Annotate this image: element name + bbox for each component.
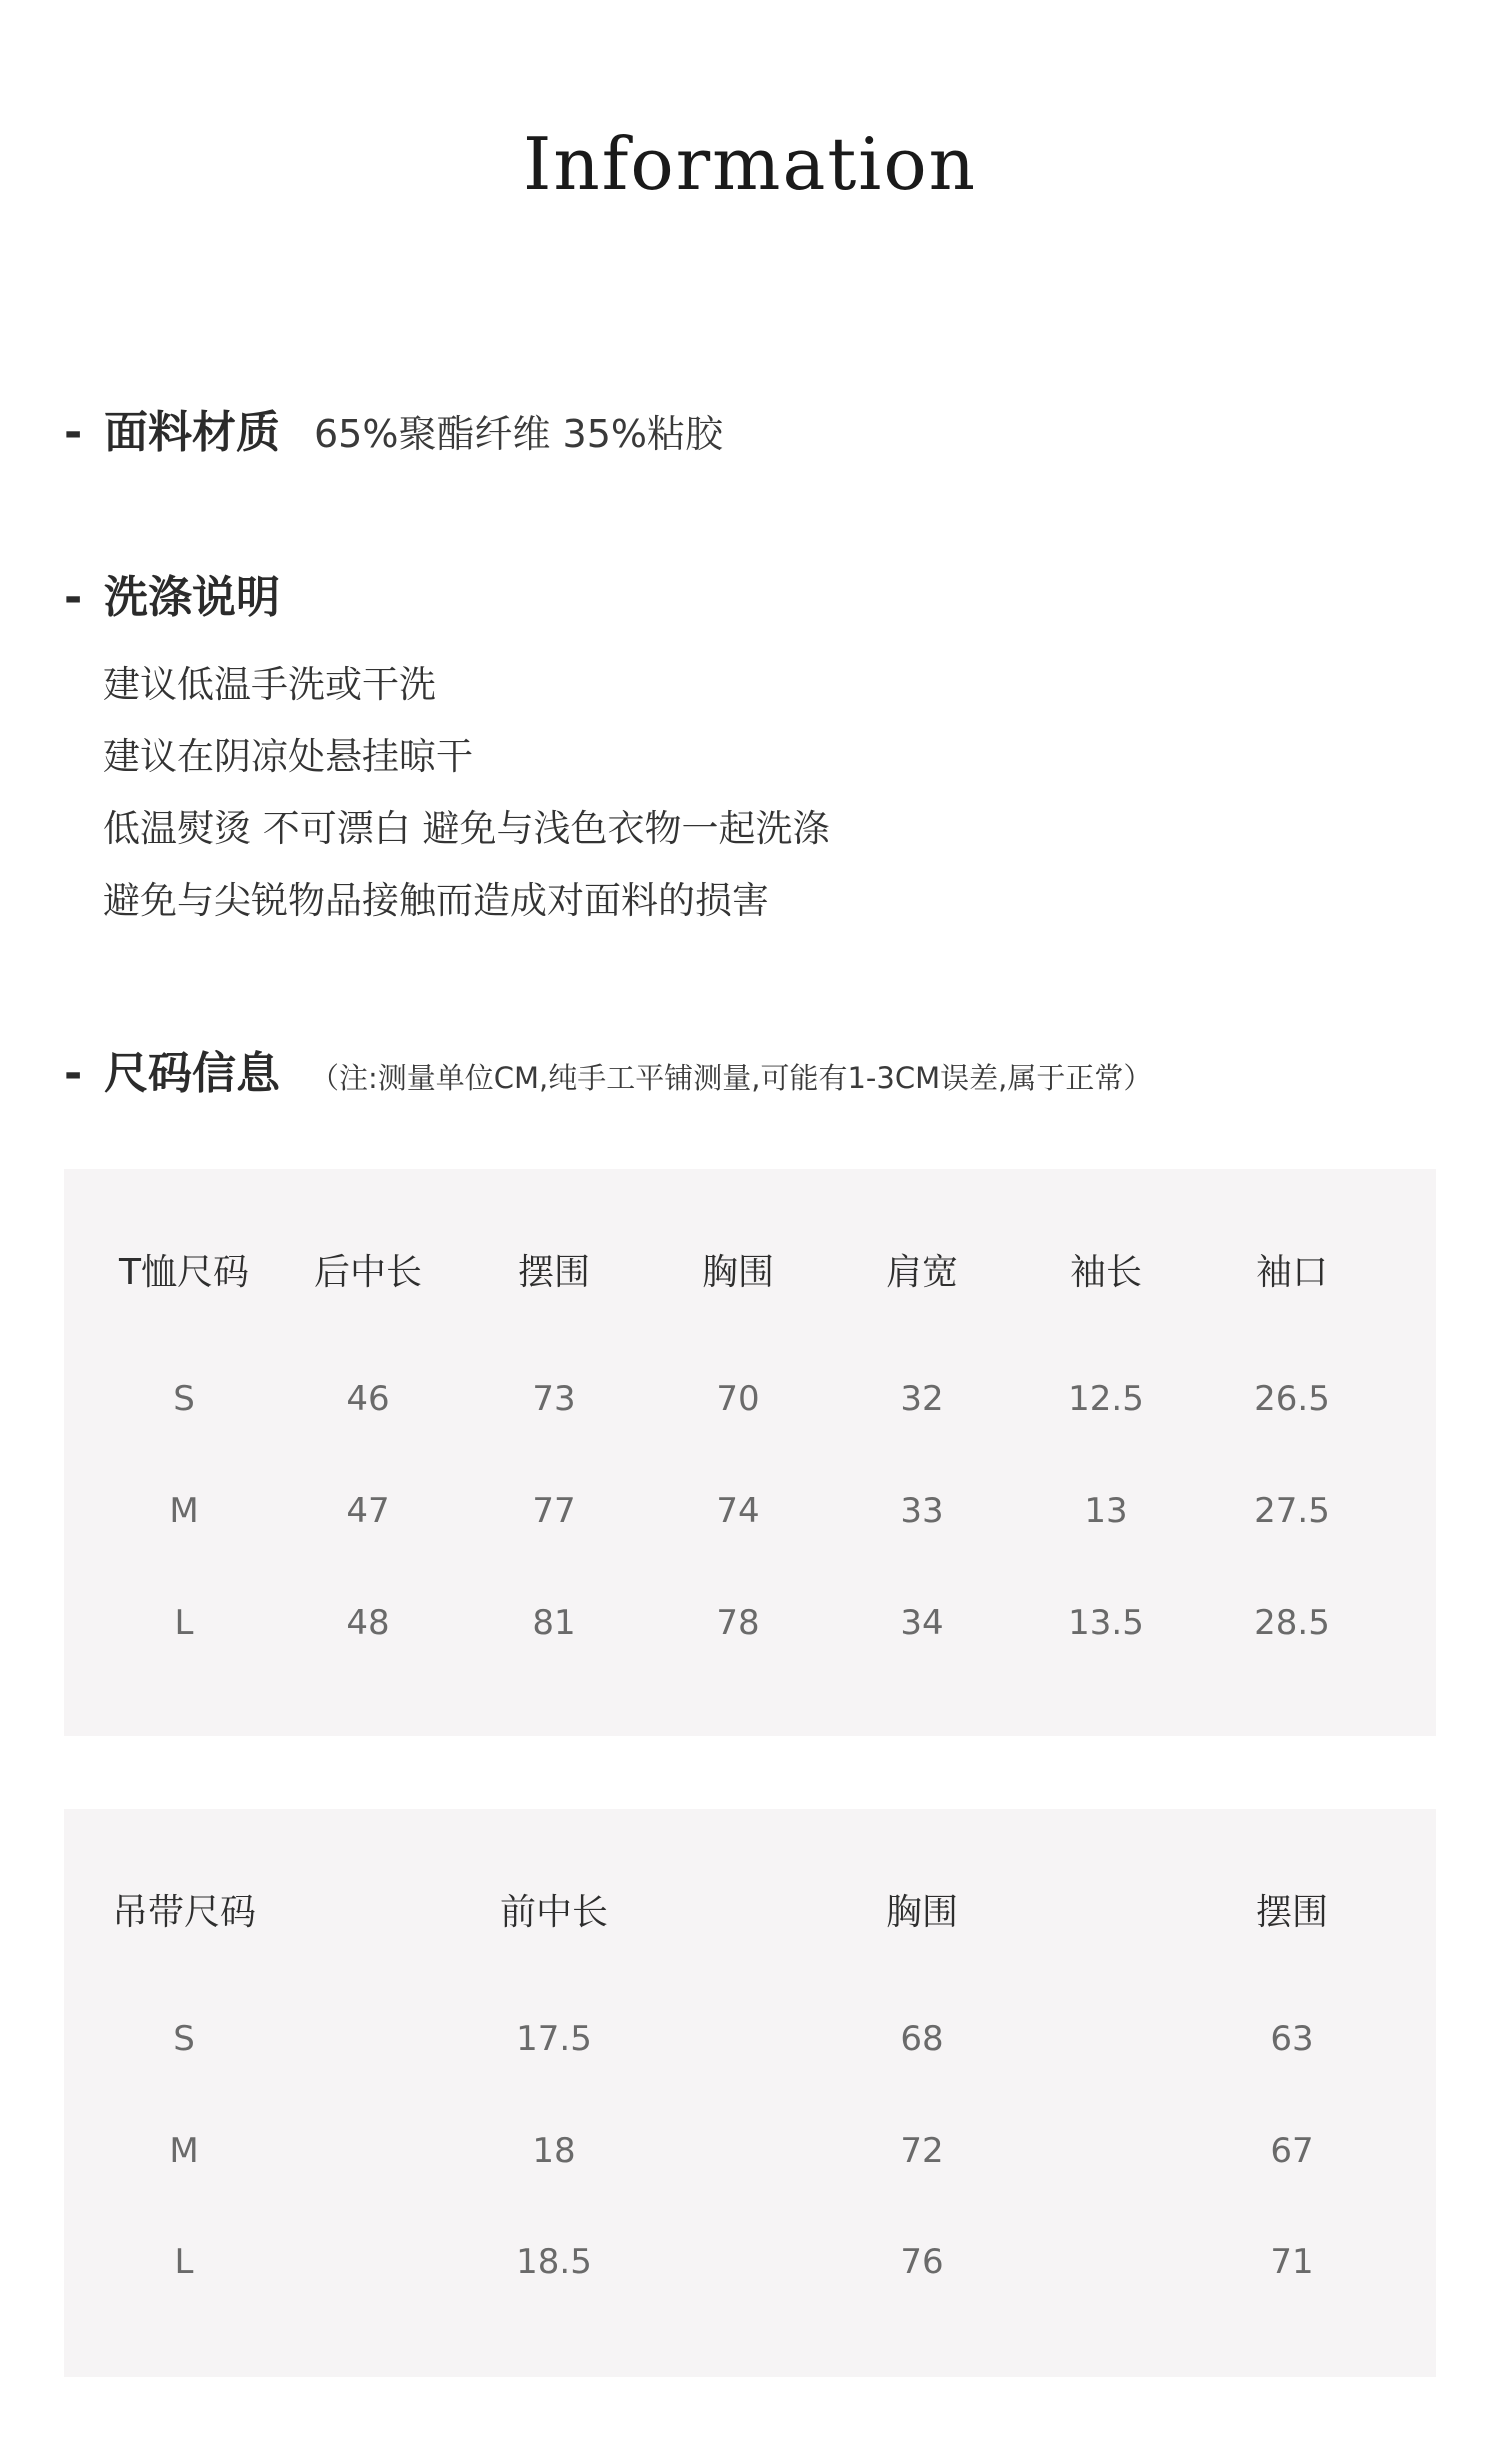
table-cell: M xyxy=(169,2131,199,2171)
table-cell: 32 xyxy=(900,1379,944,1419)
fabric-heading: 面料材质 xyxy=(104,407,280,458)
table-header-cell: 胸围 xyxy=(701,1252,775,1293)
table-cell: 27.5 xyxy=(1254,1491,1330,1531)
fabric-value: 65%聚酯纤维 35%粘胶 xyxy=(314,412,724,456)
table-cell: 78 xyxy=(716,1603,760,1643)
table-cell: 76 xyxy=(900,2242,944,2282)
table-cell: M xyxy=(169,1491,199,1531)
camisole-size-table xyxy=(64,1809,1436,2377)
washing-line: 建议低温手洗或干洗 xyxy=(103,663,436,706)
table-cell: 18.5 xyxy=(516,2242,592,2282)
bullet-dash: - xyxy=(64,407,83,458)
table-cell: 72 xyxy=(900,2131,944,2171)
size-note: （注:测量单位CM,纯手工平铺测量,可能有1-3CM误差,属于正常） xyxy=(310,1061,1153,1095)
washing-heading: 洗涤说明 xyxy=(104,572,280,623)
table-header-cell: 肩宽 xyxy=(885,1252,959,1293)
table-cell: 48 xyxy=(346,1603,390,1643)
size-heading: 尺码信息 xyxy=(104,1048,280,1099)
table-header-cell: T恤尺码 xyxy=(119,1252,249,1293)
table-header-cell: 袖长 xyxy=(1069,1252,1143,1293)
table-cell: 34 xyxy=(900,1603,944,1643)
table-header-cell: 后中长 xyxy=(313,1252,423,1293)
washing-line: 避免与尖锐物品接触而造成对面料的损害 xyxy=(103,879,769,922)
table-header-cell: 前中长 xyxy=(499,1892,609,1933)
page-title: Information xyxy=(522,122,978,206)
table-cell: 68 xyxy=(900,2019,944,2059)
washing-line: 低温熨烫 不可漂白 避免与浅色衣物一起洗涤 xyxy=(103,807,830,850)
table-cell: 67 xyxy=(1270,2131,1314,2171)
washing-section xyxy=(64,572,280,623)
fabric-section xyxy=(64,407,724,458)
bullet-dash: - xyxy=(64,572,83,623)
table-cell: 71 xyxy=(1270,2242,1314,2282)
table-header-cell: 袖口 xyxy=(1255,1252,1329,1293)
table-cell: 13.5 xyxy=(1068,1603,1144,1643)
tshirt-size-table xyxy=(64,1169,1436,1736)
table-cell: 63 xyxy=(1270,2019,1314,2059)
table-cell: 46 xyxy=(346,1379,390,1419)
table-cell: 77 xyxy=(532,1491,576,1531)
washing-line: 建议在阴凉处悬挂晾干 xyxy=(103,735,473,778)
table-cell: S xyxy=(173,2019,195,2059)
table-cell: 70 xyxy=(716,1379,760,1419)
table-cell: 81 xyxy=(532,1603,576,1643)
table-header-cell: 吊带尺码 xyxy=(111,1892,257,1933)
table-header-cell: 摆围 xyxy=(1255,1892,1329,1933)
table-cell: 12.5 xyxy=(1068,1379,1144,1419)
table-cell: 13 xyxy=(1084,1491,1128,1531)
table-cell: 26.5 xyxy=(1254,1379,1330,1419)
table-cell: 73 xyxy=(532,1379,576,1419)
table-cell: L xyxy=(174,2242,194,2282)
table-cell: L xyxy=(174,1603,194,1643)
bullet-dash: - xyxy=(64,1048,83,1099)
table-cell: 33 xyxy=(900,1491,944,1531)
table-cell: 28.5 xyxy=(1254,1603,1330,1643)
table-cell: 47 xyxy=(346,1491,390,1531)
table-cell: S xyxy=(173,1379,195,1419)
table-header-cell: 胸围 xyxy=(885,1892,959,1933)
table-cell: 74 xyxy=(716,1491,760,1531)
table-header-cell: 摆围 xyxy=(517,1252,591,1293)
table-cell: 17.5 xyxy=(516,2019,592,2059)
size-section xyxy=(64,1048,1153,1099)
table-cell: 18 xyxy=(532,2131,576,2171)
